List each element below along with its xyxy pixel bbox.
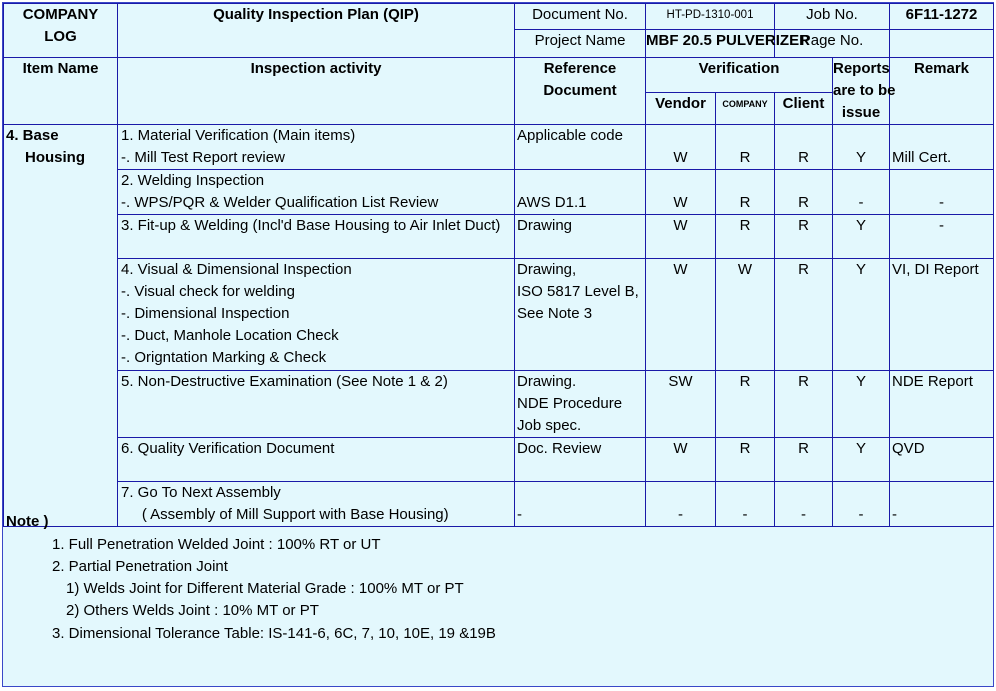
client-cell: [775, 259, 833, 371]
report-cell: [833, 259, 890, 371]
company-cell: [716, 170, 775, 215]
job-no-value: 6F11-1272: [890, 4, 994, 30]
reference-line: Drawing: [517, 217, 573, 234]
col-reference-document: [515, 58, 646, 125]
cell-value: QVD: [892, 440, 925, 457]
col-inspection-activity: Inspection activity: [118, 58, 515, 125]
reference-line: See Note 3: [517, 305, 593, 322]
cell-value: [775, 170, 832, 192]
col-company: COMPANY: [716, 92, 775, 124]
reference-cell: [515, 125, 646, 170]
table-row: [4, 170, 994, 215]
client-cell: [775, 125, 833, 170]
reference-line: Doc. Review: [517, 440, 602, 457]
activity-cell: [118, 482, 515, 527]
activity-line: 4. Visual & Dimensional Inspection: [121, 261, 352, 278]
activity-line: 5. Non-Destructive Examination (See Note 1 & 2): [121, 373, 448, 390]
cell-value: R: [739, 217, 751, 234]
vendor-cell: [646, 482, 716, 527]
cell-value: [890, 170, 993, 192]
col-vendor: Vendor: [646, 92, 716, 124]
table-row: [4, 371, 994, 438]
report-cell: [833, 371, 890, 438]
company-cell: [716, 259, 775, 371]
table-row: [4, 125, 994, 170]
cell-value: R: [739, 194, 751, 211]
activity-line: -. WPS/PQR & Welder Qualification List Review: [121, 194, 439, 211]
activity-line: -. Origntation Marking & Check: [121, 349, 327, 366]
cell-value: [833, 125, 889, 147]
qip-sheet: [2, 2, 994, 687]
cell-value: [775, 125, 832, 147]
activity-cell: [118, 125, 515, 170]
activity-line: 1. Material Verification (Main items): [121, 127, 356, 144]
report-cell: [833, 215, 890, 259]
report-cell: [833, 438, 890, 482]
cell-value: SW: [668, 373, 693, 390]
reference-cell: [515, 482, 646, 527]
activity-cell: [118, 371, 515, 438]
activity-cell: [118, 170, 515, 215]
document-title: Quality Inspection Plan (QIP): [118, 4, 515, 58]
activity-cell: [118, 259, 515, 371]
cell-value: R: [798, 217, 809, 234]
col-reference-line-1: Reference: [543, 60, 617, 77]
remark-cell: [890, 170, 994, 215]
client-cell: [775, 482, 833, 527]
col-reference-line-2: Document: [543, 82, 617, 99]
company-cell: [716, 482, 775, 527]
company-cell: [716, 125, 775, 170]
cell-value: R: [798, 440, 809, 457]
cell-value: W: [673, 194, 688, 211]
job-no-label: Job No.: [775, 4, 890, 30]
cell-value: -: [742, 506, 748, 523]
note-line: 2. Partial Penetration Joint: [52, 558, 228, 575]
note-line: 2) Others Welds Joint : 10% MT or PT: [66, 602, 319, 619]
cell-value: W: [737, 261, 753, 278]
activity-line: 7. Go To Next Assembly: [121, 484, 281, 501]
cell-value: W: [673, 261, 688, 278]
cell-value: [890, 125, 993, 147]
report-cell: [833, 170, 890, 215]
cell-value: [833, 482, 889, 504]
cell-value: [775, 482, 832, 504]
doc-no-label: Document No.: [515, 4, 646, 30]
reference-line: Drawing.: [517, 373, 577, 390]
company-cell: [716, 371, 775, 438]
client-cell: [775, 371, 833, 438]
company-line-2: LOG: [44, 28, 77, 45]
activity-line: -. Duct, Manhole Location Check: [121, 327, 339, 344]
col-reports-line-3: issue: [841, 104, 881, 121]
qip-table: [3, 3, 994, 527]
table-row: [4, 215, 994, 259]
company-cell: [716, 438, 775, 482]
project-name-value: MBF 20.5 PULVERIZER: [646, 30, 775, 58]
cell-value: R: [739, 149, 751, 166]
cell-value: Y: [856, 440, 867, 457]
cell-value: -: [858, 506, 864, 523]
table-row: [4, 482, 994, 527]
reference-cell: [515, 170, 646, 215]
company-logo-cell: [4, 4, 118, 58]
reference-line: Applicable code: [517, 127, 623, 144]
cell-value: [646, 170, 715, 192]
col-remark: Remark: [890, 58, 994, 125]
cell-value: [833, 170, 889, 192]
vendor-cell: [646, 215, 716, 259]
client-cell: [775, 215, 833, 259]
remark-cell: [890, 482, 994, 527]
activity-line: 3. Fit-up & Welding (Incl'd Base Housing to Air Inlet Duct): [121, 217, 501, 234]
company-line-1: COMPANY: [22, 6, 99, 23]
vendor-cell: [646, 125, 716, 170]
vendor-cell: [646, 170, 716, 215]
table-row: [4, 259, 994, 371]
reference-cell: [515, 438, 646, 482]
col-reports-line-1: Reports: [833, 60, 890, 77]
cell-value: R: [798, 194, 809, 211]
cell-value: R: [798, 261, 809, 278]
report-cell: [833, 482, 890, 527]
reference-line: [515, 147, 645, 169]
reference-line: -: [517, 506, 522, 523]
reference-line: Drawing,: [517, 261, 577, 278]
col-item-name: Item Name: [4, 58, 118, 125]
activity-line: -. Mill Test Report review: [121, 149, 285, 166]
cell-value: Y: [856, 217, 867, 234]
cell-value: VI, DI Report: [892, 261, 979, 278]
vendor-cell: [646, 259, 716, 371]
company-cell: [716, 215, 775, 259]
remark-cell: [890, 438, 994, 482]
activity-line: 6. Quality Verification Document: [121, 440, 335, 457]
activity-cell: [118, 215, 515, 259]
note-line: 1. Full Penetration Welded Joint : 100% RT or UT: [52, 536, 381, 553]
activity-line: -. Visual check for welding: [121, 283, 295, 300]
cell-value: NDE Report: [892, 373, 973, 390]
item-name-line-2: Housing: [25, 149, 85, 166]
cell-value: Mill Cert.: [892, 149, 952, 166]
cell-value: R: [739, 373, 751, 390]
table-row: [4, 438, 994, 482]
cell-value: -: [939, 217, 945, 234]
client-cell: [775, 170, 833, 215]
cell-value: [716, 125, 774, 147]
remark-cell: [890, 125, 994, 170]
reference-line: [515, 170, 645, 192]
cell-value: -: [678, 506, 683, 523]
cell-value: -: [892, 506, 898, 523]
note-line: 3. Dimensional Tolerance Table: IS-141-6, 6C, 7, 10, 10E, 19 &19B: [52, 625, 496, 642]
reference-line: AWS D1.1: [517, 194, 587, 211]
client-cell: [775, 438, 833, 482]
remark-cell: [890, 259, 994, 371]
cell-value: Y: [856, 373, 867, 390]
vendor-cell: [646, 438, 716, 482]
reference-line: Job spec.: [517, 417, 582, 434]
reference-line: ISO 5817 Level B,: [517, 283, 639, 300]
cell-value: -: [939, 194, 945, 211]
vendor-cell: [646, 371, 716, 438]
activity-line: ( Assembly of Mill Support with Base Housing): [121, 506, 449, 523]
cell-value: [716, 482, 774, 504]
report-cell: [833, 125, 890, 170]
cell-value: [716, 170, 774, 192]
reference-cell: [515, 215, 646, 259]
col-reports-line-2: are to be: [833, 82, 896, 99]
col-verification: Verification: [646, 58, 833, 93]
cell-value: R: [798, 373, 809, 390]
cell-value: [890, 482, 993, 504]
activity-cell: [118, 438, 515, 482]
page-no-label: Page No.: [775, 30, 890, 58]
reference-line: NDE Procedure: [517, 395, 623, 412]
cell-value: R: [798, 149, 809, 166]
activity-line: -. Dimensional Inspection: [121, 305, 290, 322]
col-reports: [833, 58, 896, 125]
activity-line: 2. Welding Inspection: [121, 172, 265, 189]
cell-value: W: [673, 149, 688, 166]
item-name-cell: [4, 125, 118, 527]
reference-line: [515, 482, 645, 504]
remark-cell: [890, 215, 994, 259]
cell-value: W: [673, 217, 688, 234]
cell-value: W: [673, 440, 688, 457]
cell-value: [646, 125, 715, 147]
project-name-label: Project Name: [515, 30, 646, 58]
reference-cell: [515, 259, 646, 371]
cell-value: Y: [856, 261, 867, 278]
page-no-value: [890, 30, 994, 58]
cell-value: [646, 482, 715, 504]
item-name-line-1: 4. Base: [6, 127, 59, 144]
note-line: 1) Welds Joint for Different Material Grade : 100% MT or PT: [66, 580, 464, 597]
cell-value: R: [739, 440, 751, 457]
cell-value: -: [801, 506, 806, 523]
remark-cell: [890, 371, 994, 438]
cell-value: -: [858, 194, 864, 211]
col-client: Client: [775, 92, 833, 124]
doc-no-value: HT-PD-1310-001: [646, 4, 775, 30]
reference-cell: [515, 371, 646, 438]
cell-value: Y: [856, 149, 867, 166]
notes-heading: Note ): [6, 513, 49, 530]
